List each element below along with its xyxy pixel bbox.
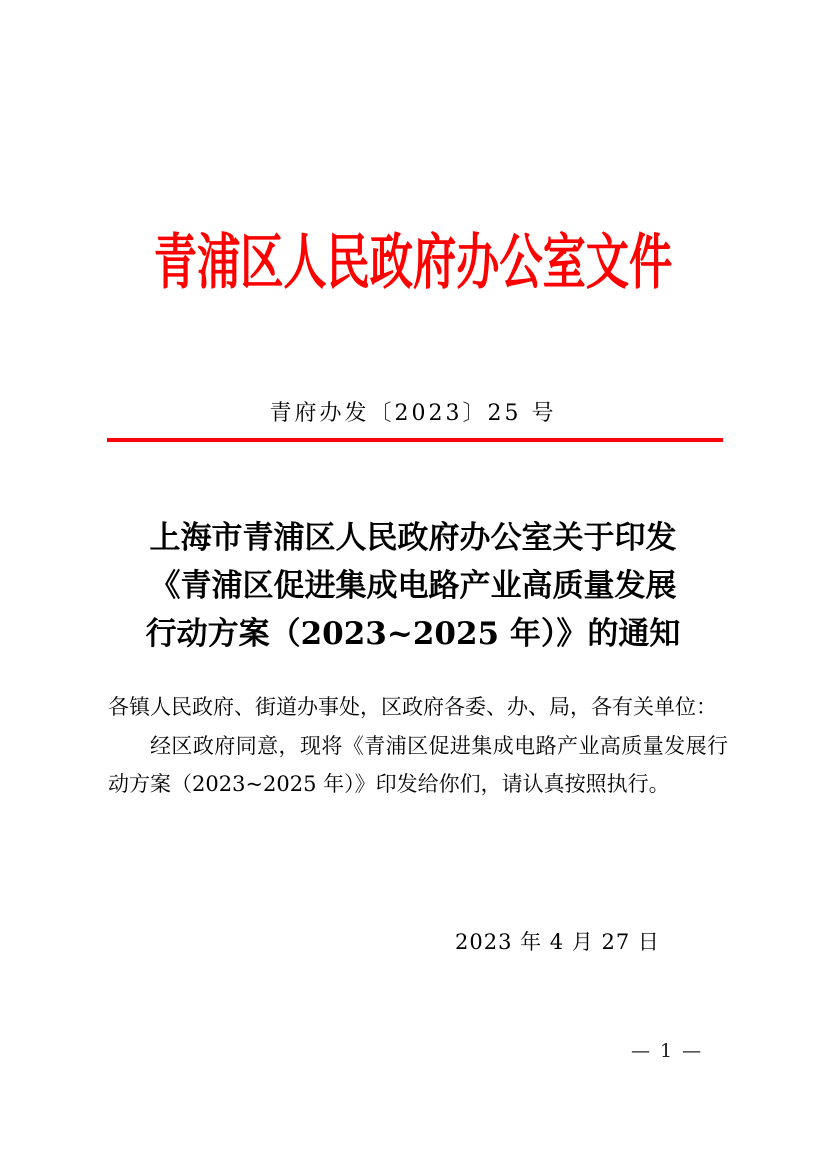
body-paragraph: 经区政府同意，现将《青浦区促进集成电路产业高质量发展行动方案（2023~2025 年）》印发给你们，请认真按照执行。 <box>108 733 728 796</box>
notice-title-line-1: 上海市青浦区人民政府办公室关于印发 <box>149 520 677 556</box>
notice-body <box>108 688 728 804</box>
notice-title-line-3: 行动方案（2023~2025 年）》的通知 <box>145 616 681 652</box>
notice-title <box>0 514 826 658</box>
agency-banner <box>0 230 826 296</box>
page-number: — 1 — <box>631 1040 704 1062</box>
red-divider <box>107 438 723 442</box>
issue-date: 2023 年 4 月 27 日 <box>455 930 660 954</box>
agency-banner-text: 青浦区人民政府办公室文件 <box>153 228 673 298</box>
doc-number: 青府办发〔2023〕25 号 <box>269 401 557 426</box>
notice-title-line-2: 《青浦区促进集成电路产业高质量发展 <box>149 568 677 604</box>
salutation: 各镇人民政府、街道办事处，区政府各委、办、局，各有关单位： <box>108 695 717 719</box>
